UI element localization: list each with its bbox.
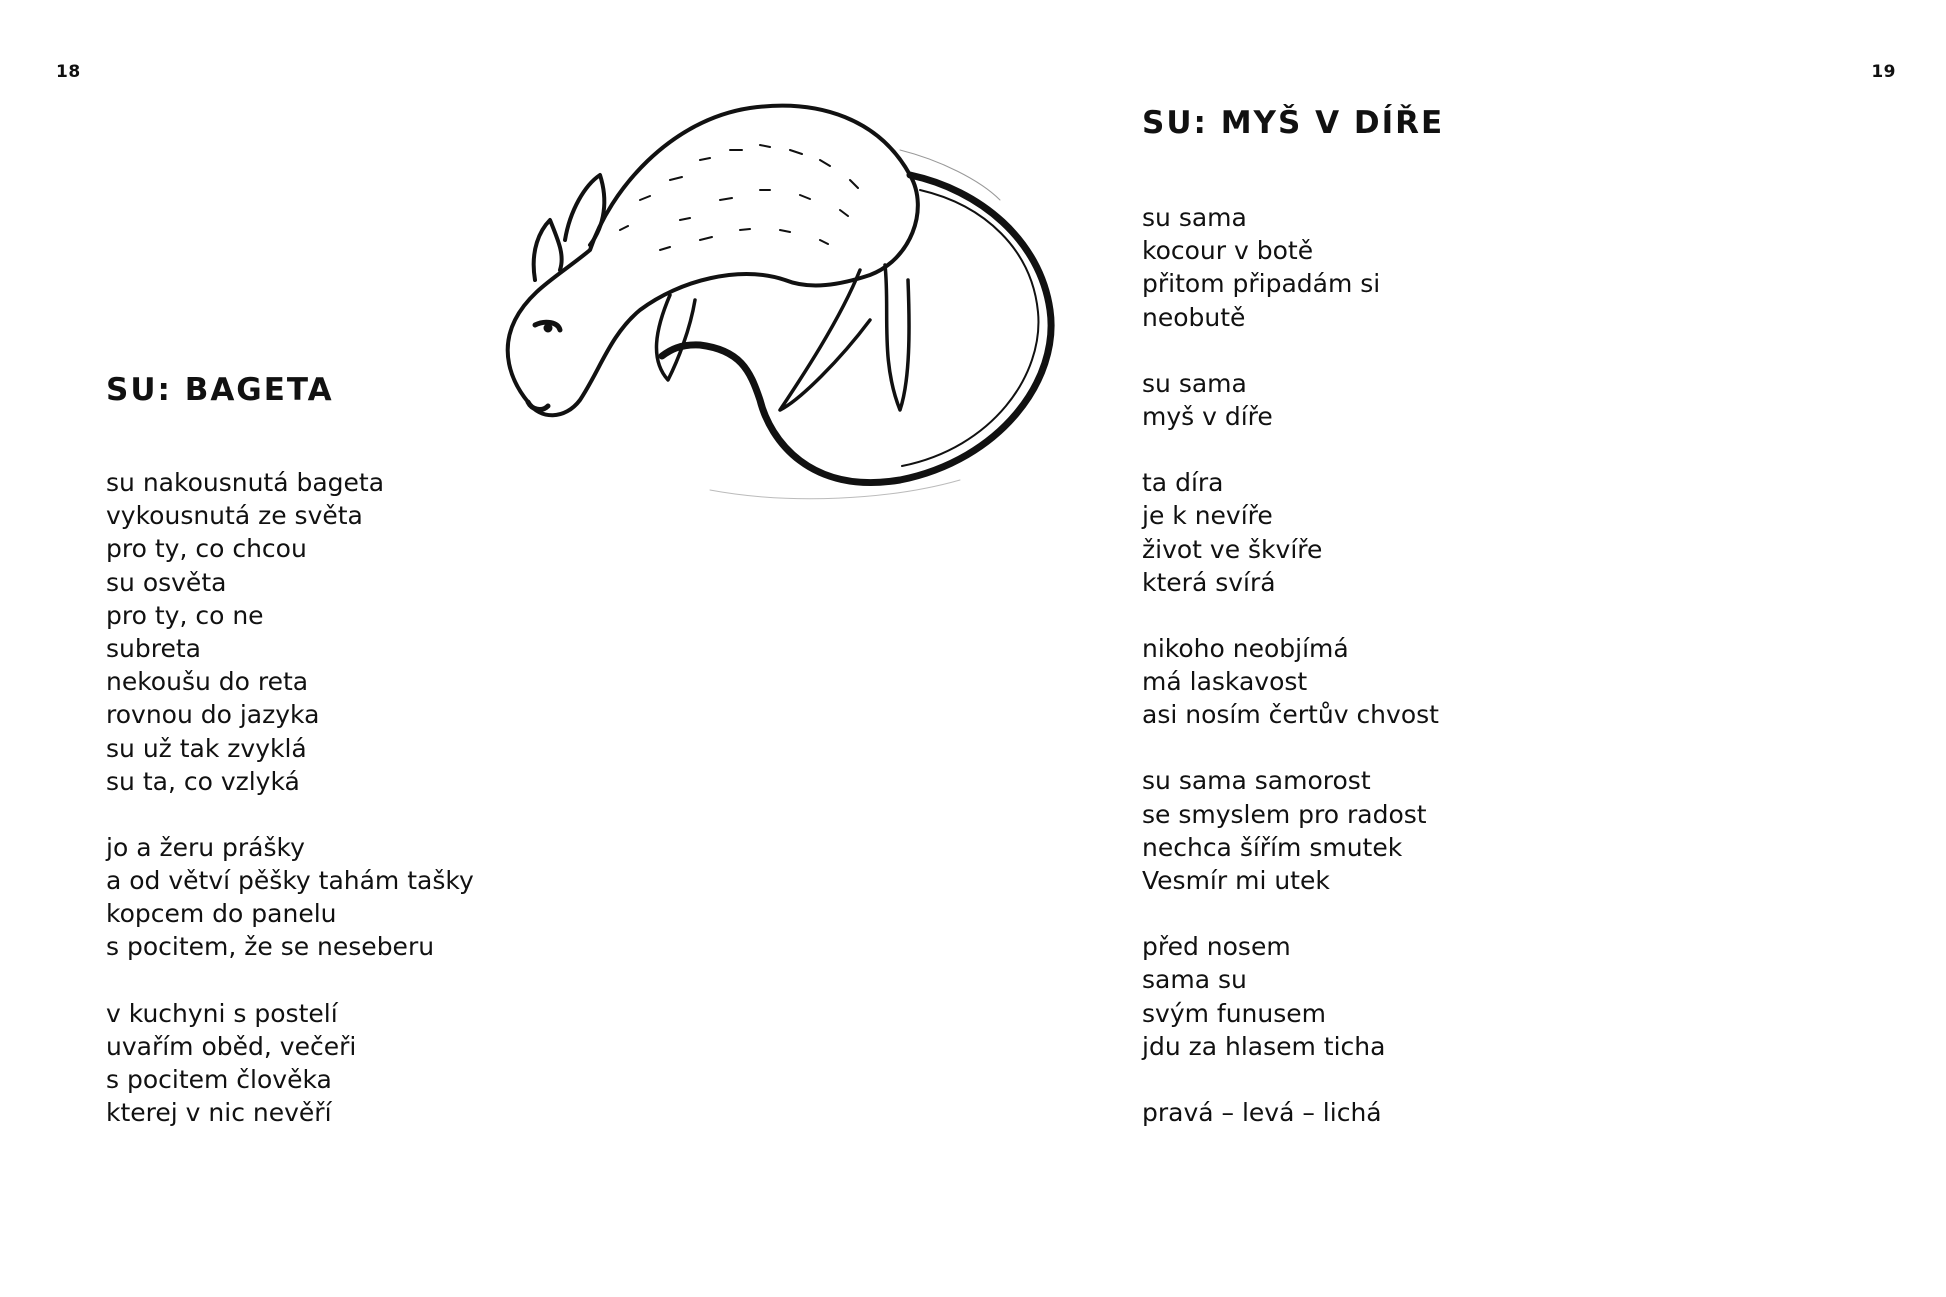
poem-line: su ta, co vzlyká xyxy=(106,766,300,796)
poem-line: pro ty, co ne xyxy=(106,600,264,630)
poem-line: jo a žeru prášky xyxy=(106,832,305,862)
poem-line: nikoho neobjímá xyxy=(1142,633,1349,663)
poem-line: subreta xyxy=(106,633,201,663)
poem-line: pro ty, co chcou xyxy=(106,534,307,564)
poem-line: život ve škvíře xyxy=(1142,534,1323,564)
poem-line: su sama xyxy=(1142,368,1247,398)
stanza xyxy=(1142,1096,1702,1129)
poem-line: su sama samorost xyxy=(1142,766,1371,796)
stanza xyxy=(1142,764,1702,897)
poem-line: su sama xyxy=(1142,203,1247,232)
poem-line: su nakousnutá bageta xyxy=(106,468,385,497)
poem-line: která svírá xyxy=(1142,567,1276,597)
poem-line: sama su xyxy=(1142,965,1247,995)
poem-line: svým funusem xyxy=(1142,998,1327,1028)
poem-line: nekoušu do reta xyxy=(106,667,309,697)
poem-line: rovnou do jazyka xyxy=(106,700,320,730)
stanza xyxy=(1142,201,1702,334)
poem-line: a od větví pěšky tahám tašky xyxy=(106,866,474,896)
poem-line: su osvěta xyxy=(106,567,227,597)
stanza xyxy=(106,831,626,964)
poem-line: su už tak zvyklá xyxy=(106,733,307,763)
poem-line: ta díra xyxy=(1142,468,1224,498)
poem-line: nechca šířím smutek xyxy=(1142,832,1403,862)
poem-line: s pocitem, že se neseberu xyxy=(106,932,435,962)
poem-title: SU: BAGETA xyxy=(106,372,334,408)
poem-body xyxy=(1142,201,1702,1129)
poem-line: vykousnutá ze světa xyxy=(106,501,363,531)
poem-line: kterej v nic nevěří xyxy=(106,1098,332,1128)
stanza xyxy=(1142,930,1702,1063)
poem-line: je k nevíře xyxy=(1142,501,1273,531)
poem-line: pravá – levá – lichá xyxy=(1142,1097,1382,1127)
poem-title: SU: MYŠ V DÍŘE xyxy=(1142,105,1445,141)
stanza xyxy=(1142,367,1702,433)
poem-line: přitom připadám si xyxy=(1142,269,1381,299)
poem-line: myš v díře xyxy=(1142,401,1273,431)
poem-line: kopcem do panelu xyxy=(106,899,337,929)
stanza xyxy=(106,997,626,1130)
poem-line: má laskavost xyxy=(1142,667,1308,697)
poem-line: před nosem xyxy=(1142,932,1291,962)
poem-su-mys-v-dire xyxy=(1142,103,1702,1162)
poem-line: uvařím oběd, večeři xyxy=(106,1031,357,1061)
page-number-right: 19 xyxy=(1871,62,1896,82)
stanza xyxy=(1142,466,1702,599)
poem-body xyxy=(106,466,626,1129)
poem-line: jdu za hlasem ticha xyxy=(1142,1031,1386,1061)
poem-line: se smyslem pro radost xyxy=(1142,799,1427,829)
poem-line: s pocitem člověka xyxy=(106,1065,332,1094)
stanza xyxy=(106,466,626,798)
stanza xyxy=(1142,632,1702,732)
poem-su-bageta xyxy=(106,370,626,1162)
poem-line: neobutě xyxy=(1142,302,1246,332)
poem-line: Vesmír mi utek xyxy=(1142,866,1330,895)
poem-line: v kuchyni s postelí xyxy=(106,998,338,1028)
poem-line: asi nosím čertův chvost xyxy=(1142,700,1439,730)
page-number-left: 18 xyxy=(56,62,81,82)
poem-line: kocour v botě xyxy=(1142,236,1314,266)
